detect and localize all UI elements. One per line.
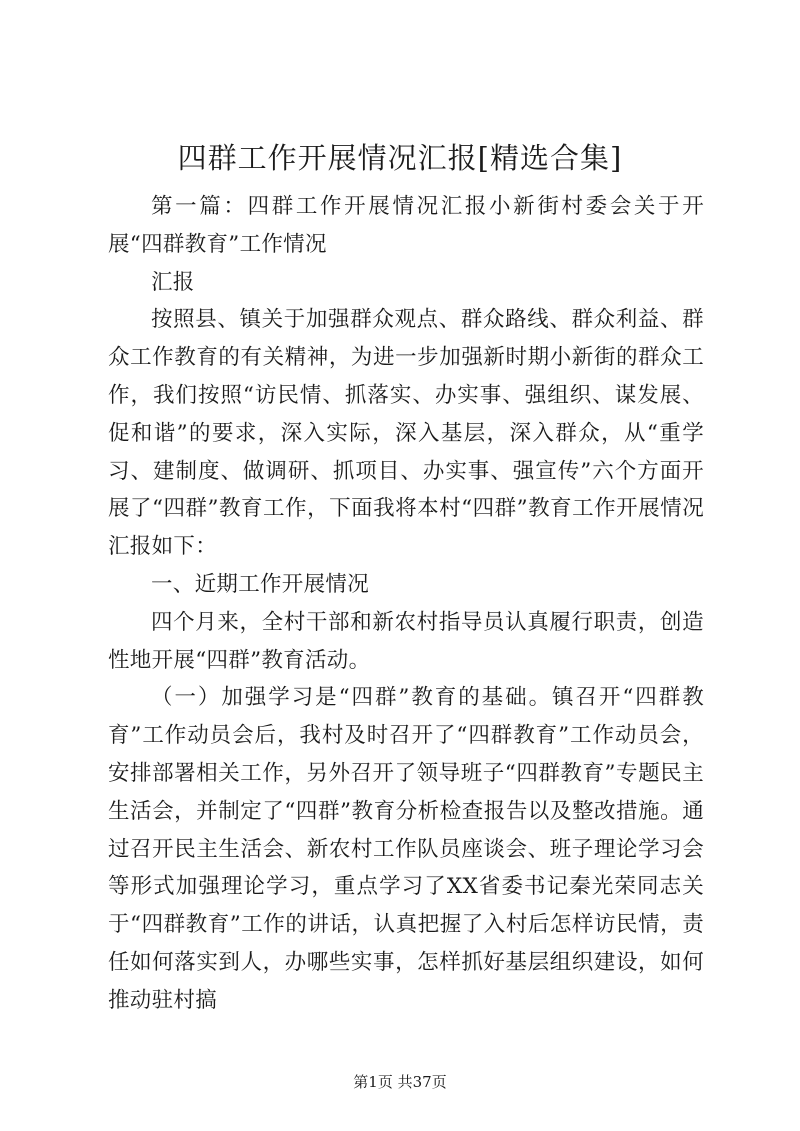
document-body [108, 188, 704, 1020]
paragraph: 第一篇：四群工作开展情况汇报小新街村委会关于开展“四群教育”工作情况 [108, 194, 704, 257]
section-heading: 一、近期工作开展情况 [151, 571, 370, 597]
page-footer: 第1页 共37页 [353, 1073, 447, 1091]
paragraph: 按照县、镇关于加强群众观点、群众路线、群众利益、群众工作教育的有关精神，为进一步加强新时期小新街的群众工作，我们按照“访民情、抓落实、办实事、强组织、谋发展、促和谐”的要求，深入实际，深入基层，深入群众，从“重学习、建制度、做调研、抓项目、办实事、强宣传”六个方面开展了“四群”教育工作，下面我将本村“四群”教育工作开展情况汇报如下： [108, 307, 704, 560]
paragraph: 四个月来，全村干部和新农村指导员认真履行职责，创造性地开展“四群”教育活动。 [108, 609, 704, 673]
document-title: 四群工作开展情况汇报[精选合集] [177, 141, 623, 175]
paragraph: 汇报 [151, 269, 195, 295]
paragraph: （一）加强学习是“四群”教育的基础。镇召开“四群教育”工作动员会后，我村及时召开了“四群教育”工作动员会，安排部署相关工作，另外召开了领导班子“四群教育”专题民主生活会，并制定了“四群”教育分析检查报告以及整改措施。通过召开民主生活会、新农村工作队员座谈会、班子理论学习会等形式加强理论学习，重点学习了XX省委书记秦光荣同志关于“四群教育”工作的讲话，认真把握了入村后怎样访民情，责任如何落实到人，办哪些实事，怎样抓好基层组织建设，如何推动驻村搞 [108, 685, 704, 1013]
